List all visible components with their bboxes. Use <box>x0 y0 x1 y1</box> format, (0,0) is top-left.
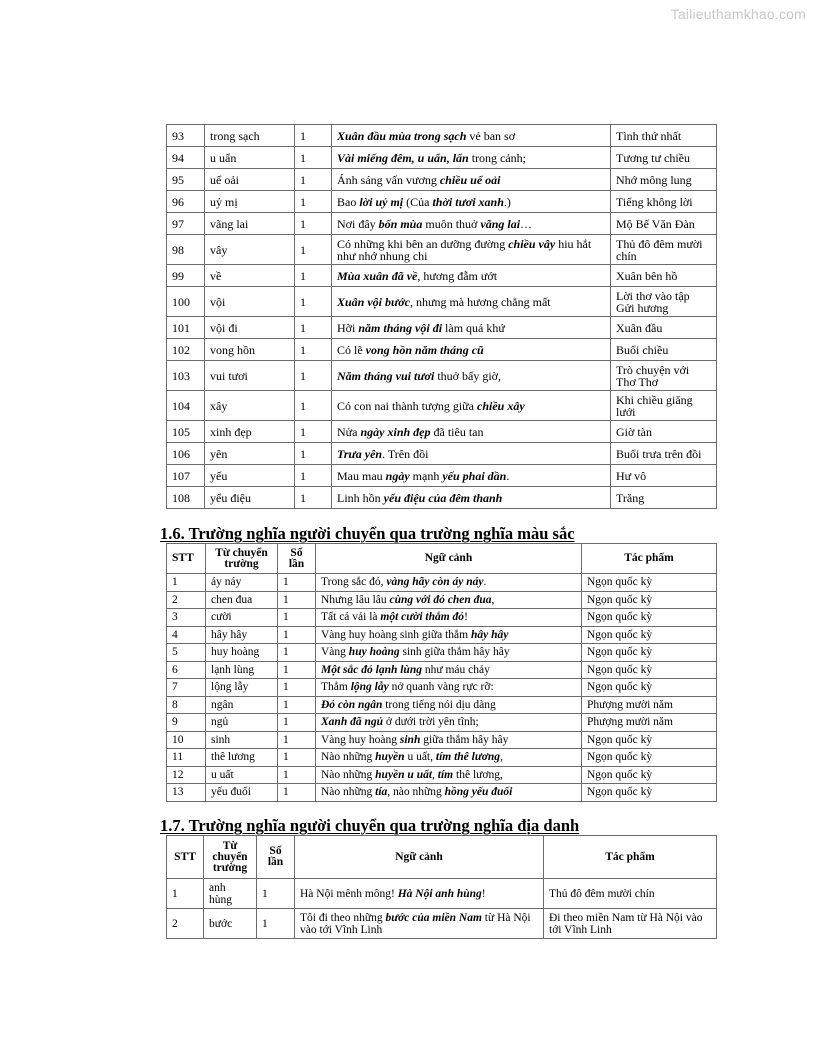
table-row <box>167 749 717 767</box>
cell-word: anh hùng <box>204 879 257 909</box>
cell-count: 1 <box>278 696 316 714</box>
cell-work: Xuân bên hồ <box>611 265 717 287</box>
context-text: . <box>483 576 487 589</box>
cell-count: 1 <box>295 169 332 191</box>
cell-stt: 107 <box>167 465 205 487</box>
context-text: , hương đẫm ướt <box>417 268 498 283</box>
cell-word: cười <box>206 609 278 627</box>
cell-count: 1 <box>257 909 295 939</box>
highlighted-phrase: lời uỷ mị <box>359 194 404 209</box>
cell-context <box>332 465 611 487</box>
context-text: , <box>500 751 503 764</box>
table-row <box>167 574 717 592</box>
context-text: sinh giữa thắm hây hây <box>399 646 510 659</box>
header-word: Từ chuyển trường <box>206 544 278 574</box>
cell-word: vây <box>205 235 295 265</box>
header-context: Ngữ cảnh <box>316 544 582 574</box>
table-row <box>167 317 717 339</box>
table-row <box>167 644 717 662</box>
context-text: , nào những <box>387 786 445 799</box>
header-context: Ngữ cảnh <box>295 836 544 879</box>
table-place-field <box>166 835 717 939</box>
context-text: từ Hà Nội vào tới Vĩnh Linh <box>300 911 531 936</box>
cell-work: Ngọn quốc kỳ <box>582 626 717 644</box>
cell-stt: 98 <box>167 235 205 265</box>
cell-stt: 7 <box>167 679 206 697</box>
cell-context <box>316 644 582 662</box>
highlighted-phrase: ngày xinh đẹp <box>360 424 431 439</box>
cell-count: 1 <box>278 574 316 592</box>
table-continued <box>166 124 717 509</box>
cell-work: Ngọn quốc kỳ <box>582 591 717 609</box>
highlighted-phrase: chiều xây <box>477 398 525 413</box>
cell-context <box>332 147 611 169</box>
cell-word: vãng lai <box>205 213 295 235</box>
cell-stt: 106 <box>167 443 205 465</box>
cell-count: 1 <box>295 421 332 443</box>
highlighted-phrase: Đỏ còn ngân <box>321 698 383 711</box>
cell-work: Xuân đầu <box>611 317 717 339</box>
cell-context <box>316 784 582 802</box>
context-text: u uất, <box>404 751 436 764</box>
context-text: . <box>506 468 510 483</box>
cell-stt: 2 <box>167 591 206 609</box>
table-row <box>167 487 717 509</box>
table-row <box>167 591 717 609</box>
table-row <box>167 125 717 147</box>
highlighted-phrase: Mùa xuân đã về <box>337 268 418 283</box>
cell-context <box>332 287 611 317</box>
cell-word: ngân <box>206 696 278 714</box>
context-text: như máu chảy <box>421 663 490 676</box>
cell-work: Tình thứ nhất <box>611 125 717 147</box>
cell-context <box>316 696 582 714</box>
cell-word: yếu <box>205 465 295 487</box>
highlighted-phrase: lộng lẫy <box>350 681 389 694</box>
cell-context <box>316 591 582 609</box>
cell-stt: 93 <box>167 125 205 147</box>
cell-word: lạnh lùng <box>206 661 278 679</box>
section-heading-1-6: 1.6. Trường nghĩa người chuyển qua trường nghĩa màu sắc <box>160 524 575 543</box>
highlighted-phrase: sinh <box>399 733 421 746</box>
cell-count: 1 <box>278 679 316 697</box>
context-text: Có những khi bên an dưỡng đường <box>337 236 509 251</box>
context-text: Tất cả vải là <box>321 611 381 624</box>
highlighted-phrase: hồng yếu đuối <box>444 786 513 799</box>
cell-word: vui tươi <box>205 361 295 391</box>
cell-work: Mộ Bế Văn Đàn <box>611 213 717 235</box>
highlighted-phrase: yếu phai dần <box>442 468 507 483</box>
context-text: Có lẽ <box>337 342 366 357</box>
cell-stt: 1 <box>167 574 206 592</box>
table-row <box>167 421 717 443</box>
cell-word: vong hồn <box>205 339 295 361</box>
table-row <box>167 714 717 732</box>
header-stt: STT <box>167 836 204 879</box>
cell-context <box>332 487 611 509</box>
context-text: (Của <box>403 194 433 209</box>
cell-work: Buổi trưa trên đồi <box>611 443 717 465</box>
cell-word: hây hây <box>206 626 278 644</box>
cell-word: xinh đẹp <box>205 421 295 443</box>
highlighted-phrase: tím thê lương <box>435 751 501 764</box>
cell-context <box>316 574 582 592</box>
cell-work: Hư vô <box>611 465 717 487</box>
context-text: làm quá khứ <box>442 320 505 335</box>
cell-context <box>332 125 611 147</box>
cell-work: Trò chuyện với Thơ Thơ <box>611 361 717 391</box>
context-text: giữa thắm hây hây <box>420 733 509 746</box>
cell-word: yểu điệu <box>205 487 295 509</box>
cell-count: 1 <box>278 609 316 627</box>
highlighted-phrase: Hà Nội anh hùng <box>397 887 482 900</box>
table-row <box>167 766 717 784</box>
table-row <box>167 879 717 909</box>
cell-count: 1 <box>278 661 316 679</box>
cell-word: vội <box>205 287 295 317</box>
cell-context <box>332 339 611 361</box>
context-text: Tôi đi theo những <box>300 911 386 924</box>
cell-stt: 97 <box>167 213 205 235</box>
context-text: Thắm <box>321 681 351 694</box>
table-row <box>167 661 717 679</box>
cell-word: xây <box>205 391 295 421</box>
cell-work: Thủ đô đêm mười chín <box>544 879 717 909</box>
table-row <box>167 191 717 213</box>
highlighted-phrase: bốn mùa <box>378 216 423 231</box>
cell-stt: 95 <box>167 169 205 191</box>
cell-count: 1 <box>295 191 332 213</box>
cell-count: 1 <box>295 147 332 169</box>
cell-work: Ngọn quốc kỳ <box>582 784 717 802</box>
context-text: Nửa <box>337 424 361 439</box>
table-row <box>167 679 717 697</box>
cell-count: 1 <box>278 731 316 749</box>
context-text: .) <box>503 194 511 209</box>
cell-count: 1 <box>295 391 332 421</box>
highlighted-phrase: Vài miếng đêm, u uẩn, lẩn <box>337 150 469 165</box>
highlighted-phrase: Xuân vội bước <box>337 294 410 309</box>
cell-count: 1 <box>295 125 332 147</box>
table-row <box>167 609 717 627</box>
context-text: ở dưới trời yên tĩnh; <box>383 716 479 729</box>
cell-context <box>332 265 611 287</box>
context-text: Nào những <box>321 786 376 799</box>
cell-word: áy náy <box>206 574 278 592</box>
section-heading-1-7: 1.7. Trường nghĩa người chuyển qua trường nghĩa địa danh <box>160 816 580 835</box>
cell-context <box>316 731 582 749</box>
context-text: Linh hồn <box>337 490 384 505</box>
cell-work: Trăng <box>611 487 717 509</box>
table-color-field <box>166 543 717 802</box>
highlighted-phrase: Năm tháng vui tươi <box>337 368 435 383</box>
context-text: Vàng huy hoàng sinh giữa thắm <box>321 628 471 641</box>
context-text: Mau mau <box>337 468 386 483</box>
table-row <box>167 147 717 169</box>
table-row <box>167 909 717 939</box>
highlighted-phrase: vàng hãy còn áy náy <box>386 576 484 589</box>
cell-count: 1 <box>278 766 316 784</box>
cell-stt: 10 <box>167 731 206 749</box>
cell-context <box>332 421 611 443</box>
cell-stt: 103 <box>167 361 205 391</box>
table-row <box>167 696 717 714</box>
cell-stt: 1 <box>167 879 204 909</box>
cell-count: 1 <box>295 339 332 361</box>
highlighted-phrase: Xuân đầu mùa trong sạch <box>337 128 467 143</box>
cell-stt: 94 <box>167 147 205 169</box>
context-text: trong tiếng nói dịu dàng <box>382 698 496 711</box>
cell-work: Ngọn quốc kỳ <box>582 574 717 592</box>
cell-count: 1 <box>278 644 316 662</box>
context-text: Nơi đây <box>337 216 379 231</box>
cell-count: 1 <box>295 287 332 317</box>
highlighted-phrase: huy hoàng <box>348 646 400 659</box>
table-header-row <box>167 544 717 574</box>
table-row <box>167 361 717 391</box>
cell-work: Phượng mười năm <box>582 696 717 714</box>
highlighted-phrase: năm tháng vội đi <box>358 320 443 335</box>
cell-context <box>295 909 544 939</box>
table-row <box>167 731 717 749</box>
highlighted-phrase: Trưa yên <box>337 446 383 461</box>
context-text: nở quanh vàng rực rỡ: <box>388 681 494 694</box>
highlighted-phrase: Xanh đã ngủ <box>321 716 384 729</box>
cell-context <box>316 626 582 644</box>
highlighted-phrase: chiều uể oải <box>439 172 501 187</box>
highlighted-phrase: ngày <box>385 468 410 483</box>
context-text: , <box>491 593 495 606</box>
cell-work: Buổi chiều <box>611 339 717 361</box>
cell-count: 1 <box>278 749 316 767</box>
cell-context <box>316 679 582 697</box>
highlighted-phrase: huyền <box>375 751 405 764</box>
table-body <box>167 879 717 939</box>
cell-count: 1 <box>278 784 316 802</box>
context-text: thuở bấy giờ, <box>434 368 501 383</box>
cell-stt: 3 <box>167 609 206 627</box>
cell-stt: 101 <box>167 317 205 339</box>
context-text: … <box>520 216 533 231</box>
table-row <box>167 465 717 487</box>
context-text: Hỡi <box>337 320 359 335</box>
context-text: Trong sắc đỏ, <box>321 576 387 589</box>
cell-work: Ngọn quốc kỳ <box>582 609 717 627</box>
cell-work: Khi chiều giăng lưới <box>611 391 717 421</box>
cell-count: 1 <box>295 317 332 339</box>
cell-work: Ngọn quốc kỳ <box>582 679 717 697</box>
cell-work: Tiếng không lời <box>611 191 717 213</box>
context-text: muôn thuở <box>422 216 481 231</box>
table-row <box>167 626 717 644</box>
highlighted-phrase: tím <box>437 768 454 781</box>
cell-count: 1 <box>278 626 316 644</box>
cell-context <box>332 213 611 235</box>
context-text: hiu hắt như nhớ nhung chi <box>337 236 592 263</box>
cell-count: 1 <box>295 235 332 265</box>
cell-count: 1 <box>278 591 316 609</box>
context-text: . Trên đồi <box>382 446 429 461</box>
cell-word: sinh <box>206 731 278 749</box>
context-text: trong cảnh; <box>468 150 527 165</box>
table-header-row <box>167 836 717 879</box>
cell-count: 1 <box>257 879 295 909</box>
cell-word: ngủ <box>206 714 278 732</box>
cell-stt: 6 <box>167 661 206 679</box>
highlighted-phrase: huyền u uất <box>375 768 433 781</box>
cell-stt: 13 <box>167 784 206 802</box>
cell-word: u uất <box>206 766 278 784</box>
header-word: Từ chuyển trường <box>204 836 257 879</box>
header-count: Số lần <box>257 836 295 879</box>
cell-context <box>332 169 611 191</box>
cell-work: Phượng mười năm <box>582 714 717 732</box>
cell-stt: 99 <box>167 265 205 287</box>
cell-context <box>332 361 611 391</box>
cell-count: 1 <box>295 361 332 391</box>
cell-context <box>332 317 611 339</box>
highlighted-phrase: vong hồn năm tháng cũ <box>365 342 484 357</box>
context-text: Bao <box>337 194 360 209</box>
cell-word: bước <box>204 909 257 939</box>
cell-context <box>316 609 582 627</box>
cell-context <box>332 443 611 465</box>
context-text: thê lương, <box>453 768 503 781</box>
cell-context <box>316 749 582 767</box>
cell-work: Ngọn quốc kỳ <box>582 661 717 679</box>
table-row <box>167 784 717 802</box>
cell-stt: 96 <box>167 191 205 213</box>
context-text: Nào những <box>321 768 376 781</box>
cell-work: Thủ đô đêm mười chín <box>611 235 717 265</box>
table-row <box>167 443 717 465</box>
cell-context <box>316 714 582 732</box>
cell-stt: 11 <box>167 749 206 767</box>
header-work: Tác phẩm <box>544 836 717 879</box>
highlighted-phrase: cùng với đỏ chen đua <box>389 593 492 606</box>
cell-word: huy hoàng <box>206 644 278 662</box>
cell-count: 1 <box>278 714 316 732</box>
cell-context <box>316 766 582 784</box>
cell-word: về <box>205 265 295 287</box>
context-text: vẻ ban sơ <box>466 128 516 143</box>
cell-stt: 4 <box>167 626 206 644</box>
cell-stt: 2 <box>167 909 204 939</box>
table-row <box>167 235 717 265</box>
cell-stt: 12 <box>167 766 206 784</box>
cell-work: Ngọn quốc kỳ <box>582 749 717 767</box>
table-row <box>167 287 717 317</box>
header-stt: STT <box>167 544 206 574</box>
cell-stt: 8 <box>167 696 206 714</box>
cell-context <box>332 235 611 265</box>
highlighted-phrase: hây hây <box>470 628 509 641</box>
table-row <box>167 213 717 235</box>
cell-stt: 105 <box>167 421 205 443</box>
cell-word: uỷ mị <box>205 191 295 213</box>
context-text: đã tiêu tan <box>430 424 484 439</box>
cell-count: 1 <box>295 443 332 465</box>
cell-context <box>295 879 544 909</box>
cell-work: Ngọn quốc kỳ <box>582 766 717 784</box>
cell-stt: 108 <box>167 487 205 509</box>
context-text: mạnh <box>409 468 443 483</box>
table-row <box>167 169 717 191</box>
cell-context <box>332 191 611 213</box>
context-text: Vàng huy hoàng <box>321 733 400 746</box>
context-text: , nhưng mà hương chẳng mất <box>409 294 551 309</box>
cell-work: Ngọn quốc kỳ <box>582 644 717 662</box>
header-count: Số lần <box>278 544 316 574</box>
context-text: ! <box>464 611 468 624</box>
header-work: Tác phẩm <box>582 544 717 574</box>
cell-work: Ngọn quốc kỳ <box>582 731 717 749</box>
cell-stt: 102 <box>167 339 205 361</box>
cell-word: trong sạch <box>205 125 295 147</box>
table-row <box>167 391 717 421</box>
cell-work: Tương tư chiều <box>611 147 717 169</box>
cell-work: Lời thơ vào tập Gửi hương <box>611 287 717 317</box>
cell-work: Nhớ mông lung <box>611 169 717 191</box>
table-row <box>167 339 717 361</box>
context-text: Vàng <box>321 646 349 659</box>
watermark: Tailieuthamkhao.com <box>670 6 806 22</box>
cell-context <box>332 391 611 421</box>
cell-stt: 100 <box>167 287 205 317</box>
context-text: Nhưng lâu lâu <box>321 593 390 606</box>
cell-word: yếu đuối <box>206 784 278 802</box>
cell-word: uể oải <box>205 169 295 191</box>
highlighted-phrase: Một sắc đỏ lạnh lùng <box>321 663 422 676</box>
table-body <box>167 125 717 509</box>
cell-count: 1 <box>295 465 332 487</box>
context-text: Hà Nội mênh mông! <box>300 887 398 900</box>
highlighted-phrase: chiều vây <box>508 236 556 251</box>
context-text: Nào những <box>321 751 376 764</box>
cell-context <box>316 661 582 679</box>
context-text: , <box>432 768 438 781</box>
table-row <box>167 265 717 287</box>
context-text: Có con nai thành tượng giữa <box>337 398 477 413</box>
context-text: ! <box>481 887 486 900</box>
cell-word: u uẩn <box>205 147 295 169</box>
cell-word: yên <box>205 443 295 465</box>
cell-work: Đi theo miền Nam từ Hà Nội vào tới Vĩnh Linh <box>544 909 717 939</box>
cell-work: Giờ tàn <box>611 421 717 443</box>
cell-stt: 5 <box>167 644 206 662</box>
highlighted-phrase: thời tươi xanh <box>432 194 504 209</box>
cell-count: 1 <box>295 213 332 235</box>
highlighted-phrase: tía <box>375 786 388 799</box>
cell-word: thê lương <box>206 749 278 767</box>
cell-stt: 104 <box>167 391 205 421</box>
highlighted-phrase: bước của miền Nam <box>385 911 482 924</box>
highlighted-phrase: vãng lai <box>480 216 521 231</box>
highlighted-phrase: yểu điệu của đêm thanh <box>383 490 503 505</box>
table-body <box>167 574 717 802</box>
cell-word: chen đua <box>206 591 278 609</box>
cell-count: 1 <box>295 487 332 509</box>
cell-word: vội đi <box>205 317 295 339</box>
cell-count: 1 <box>295 265 332 287</box>
highlighted-phrase: một cười thắm đỏ <box>380 611 465 624</box>
context-text: Ánh sáng vấn vương <box>337 172 440 187</box>
cell-stt: 9 <box>167 714 206 732</box>
cell-word: lộng lẫy <box>206 679 278 697</box>
